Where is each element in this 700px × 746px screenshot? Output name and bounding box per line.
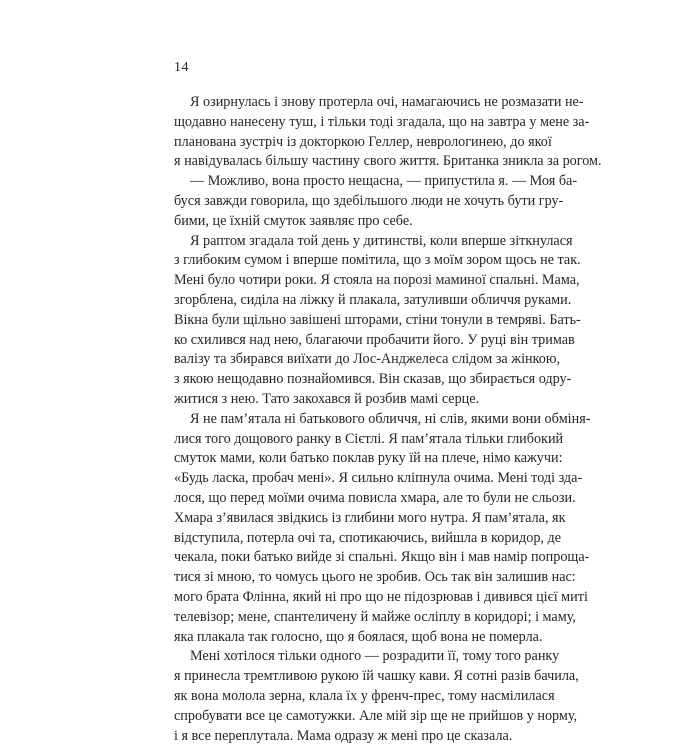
text-line: лося, що перед моїми очима повисла хмара, але то були не сльози. (174, 489, 530, 509)
text-line: тися зі мною, то чомусь цього не зробив. Ось так він залишив нас: (174, 568, 530, 588)
text-line: лися того дощового ранку в Сієтлі. Я пам’ятала тільки глибокий (174, 430, 530, 450)
text-line: бими, це їхній смуток заявляє про себе. (174, 212, 530, 232)
body-text (174, 93, 530, 746)
text-line: щодавно нанесену туш, і тільки тоді згадала, що на завтра у мене за- (174, 113, 530, 133)
paragraph (174, 232, 530, 410)
text-line: і я все переплутала. Мама одразу ж мені про це сказала. (174, 727, 530, 746)
paragraph (174, 647, 530, 746)
paragraph (174, 93, 530, 172)
text-line: Хмара з’явилася звідкись із глибини мого нутра. Я пам’ятала, як (174, 509, 530, 529)
text-line: я навідувалась більшу частину свого життя. Британка зникла за рогом. (174, 152, 530, 172)
text-line: смуток мами, коли батько поклав руку їй на плече, німо кажучи: (174, 449, 530, 469)
paragraph (174, 410, 530, 648)
text-line: чекала, поки батько вийде зі спальні. Якщо він і мав намір попроща- (174, 548, 530, 568)
text-line: Вікна були щільно завішені шторами, стіни тонули в темряві. Бать- (174, 311, 530, 331)
text-line: з якою нещодавно познайомився. Він сказав, що збирається одру- (174, 370, 530, 390)
page-number: 14 (174, 60, 189, 76)
text-line: житися з нею. Тато закохався й розбив мамі серце. (174, 390, 530, 410)
text-line: Мені було чотири роки. Я стояла на порозі маминої спальні. Мама, (174, 271, 530, 291)
text-line: я принесла тремтливою рукою їй чашку кави. Я сотні разів бачила, (174, 667, 530, 687)
text-line: телевізор; мене, спантеличену й майже осліплу в коридорі; і маму, (174, 608, 530, 628)
text-line: Я не пам’ятала ні батькового обличчя, ні слів, якими вони обміня- (174, 410, 530, 430)
text-line: «Будь ласка, пробач мені». Я сильно кліпнула очима. Мені тоді зда- (174, 469, 530, 489)
text-line: спробувати все це самотужки. Але мій зір ще не прийшов у норму, (174, 707, 530, 727)
text-line: як вона молола зерна, клала їх у френч-прес, тому насмілилася (174, 687, 530, 707)
text-line: — Можливо, вона просто нещасна, — припустила я. — Моя ба- (174, 172, 530, 192)
text-line: яка плакала так голосно, що я боялася, щоб вона не померла. (174, 628, 530, 648)
text-line: з глибоким сумом і вперше помітила, що з моїм зором щось не так. (174, 251, 530, 271)
text-line: згорблена, сиділа на ліжку й плакала, затуливши обличчя руками. (174, 291, 530, 311)
text-line: ко схилився над нею, благаючи пробачити його. У руці він тримав (174, 331, 530, 351)
text-line: Мені хотілося тільки одного — розрадити її, тому того ранку (174, 647, 530, 667)
text-line: Я озирнулась і знову протерла очі, намагаючись не розмазати не- (174, 93, 530, 113)
text-line: валізу та збирався виїхати до Лос-Анджелеса слідом за жінкою, (174, 350, 530, 370)
paragraph (174, 172, 530, 231)
text-line: відступила, потерла очі та, спотикаючись, вийшла в коридор, де (174, 529, 530, 549)
text-line: планована зустріч із докторкою Геллер, неврологинею, до якої (174, 133, 530, 153)
text-line: буся завжди говорила, що здебільшого люди не хочуть бути гру- (174, 192, 530, 212)
text-line: Я раптом згадала той день у дитинстві, коли вперше зіткнулася (174, 232, 530, 252)
text-line: мого брата Флінна, який ні про що не підозрював і дивився цієї миті (174, 588, 530, 608)
